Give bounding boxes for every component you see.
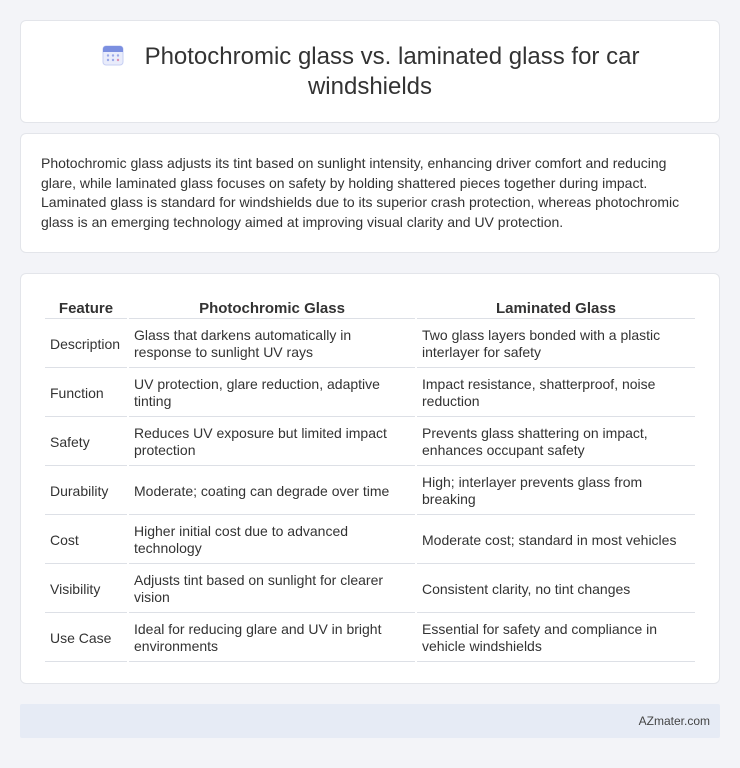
feature-cell: Use Case <box>45 615 127 662</box>
feature-cell: Visibility <box>45 566 127 613</box>
photochromic-cell: Reduces UV exposure but limited impact protection <box>129 419 415 466</box>
intro-paragraph: Photochromic glass adjusts its tint based on sunlight intensity, enhancing driver comfort and reducing glare, while laminated glass focuses on safety by holding shattered pieces together during impact. Laminated glass is standard for windshields due to its superior crash protection, whereas photochromic glass is an emerging technology aimed at improving visual clarity and UV protection. <box>41 155 680 230</box>
comparison-table <box>43 294 697 664</box>
comparison-card <box>20 273 720 684</box>
title-card <box>20 20 720 123</box>
table-row <box>45 419 695 466</box>
feature-cell: Description <box>45 321 127 368</box>
photochromic-cell: Higher initial cost due to advanced technology <box>129 517 415 564</box>
feature-cell: Durability <box>45 468 127 515</box>
laminated-cell: Prevents glass shattering on impact, enhances occupant safety <box>417 419 695 466</box>
feature-cell: Cost <box>45 517 127 564</box>
table-row <box>45 321 695 368</box>
table-row <box>45 370 695 417</box>
table-header-row <box>45 296 695 319</box>
laminated-cell: High; interlayer prevents glass from breaking <box>417 468 695 515</box>
table-row <box>45 517 695 564</box>
footer <box>20 704 720 738</box>
table-row <box>45 468 695 515</box>
table-row <box>45 615 695 662</box>
feature-cell: Safety <box>45 419 127 466</box>
laminated-cell: Essential for safety and compliance in vehicle windshields <box>417 615 695 662</box>
photochromic-cell: Moderate; coating can degrade over time <box>129 468 415 515</box>
feature-cell: Function <box>45 370 127 417</box>
laminated-cell: Moderate cost; standard in most vehicles <box>417 517 695 564</box>
intro-card <box>20 133 720 253</box>
page-title-text: Photochromic glass vs. laminated glass for car windshields <box>144 42 640 100</box>
laminated-cell: Consistent clarity, no tint changes <box>417 566 695 613</box>
photochromic-cell: UV protection, glare reduction, adaptive tinting <box>129 370 415 417</box>
laminated-cell: Impact resistance, shatterproof, noise reduction <box>417 370 695 417</box>
laminated-cell: Two glass layers bonded with a plastic interlayer for safety <box>417 321 695 368</box>
header-feature: Feature <box>45 296 127 319</box>
header-laminated: Laminated Glass <box>417 296 695 319</box>
calendar-icon <box>101 43 125 67</box>
photochromic-cell: Glass that darkens automatically in response to sunlight UV rays <box>129 321 415 368</box>
page-title <box>61 42 679 102</box>
photochromic-cell: Adjusts tint based on sunlight for clearer vision <box>129 566 415 613</box>
header-photochromic: Photochromic Glass <box>129 296 415 319</box>
photochromic-cell: Ideal for reducing glare and UV in bright environments <box>129 615 415 662</box>
footer-source: AZmater.com <box>638 714 710 728</box>
table-row <box>45 566 695 613</box>
